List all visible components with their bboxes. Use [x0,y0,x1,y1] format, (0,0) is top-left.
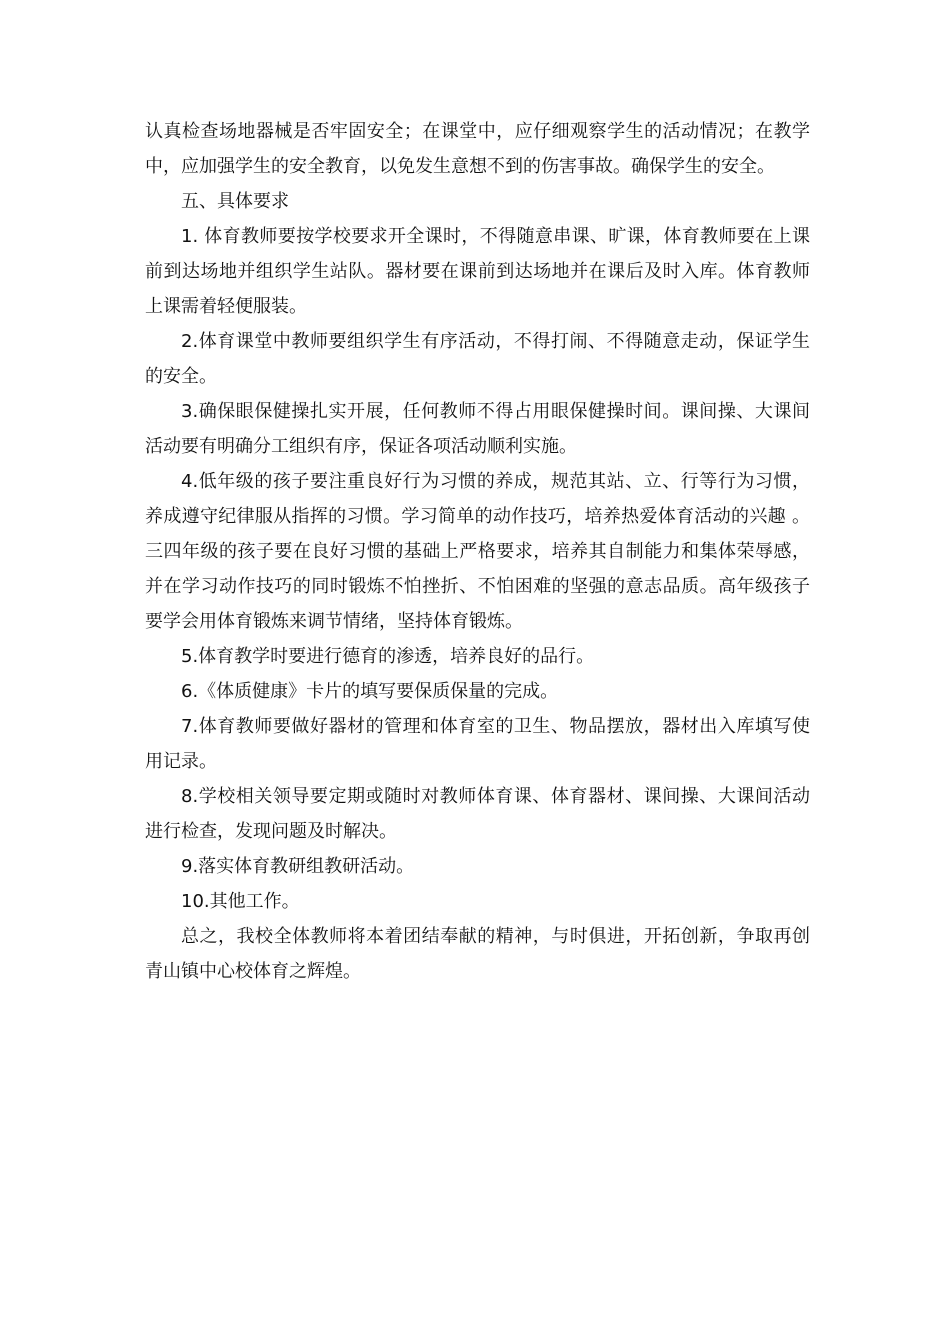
paragraph-item-9: 9.落实体育教研组教研活动。 [181,856,415,877]
paragraph-conclusion: 总之，我校全体教师将本着团结奉献的精神，与时俱进，开拓创新，争取再创青山镇中心校体育之辉煌。 [145,926,810,982]
paragraph-item-1: 1. 体育教师要按学校要求开全课时，不得随意串课、旷课，体育教师要在上课前到达场地并组织学生站队。器材要在课前到达场地并在课后及时入库。体育教师上课需着轻便服装。 [145,226,810,317]
paragraph-item-10: 10.其他工作。 [181,891,300,912]
section-heading-requirements: 五、具体要求 [181,191,289,212]
document-body [145,114,810,989]
paragraph-safety-continuation: 认真检查场地器械是否牢固安全；在课堂中，应仔细观察学生的活动情况；在教学中，应加强学生的安全教育，以免发生意想不到的伤害事故。确保学生的安全。 [145,121,810,177]
paragraph-item-5: 5.体育教学时要进行德育的渗透，培养良好的品行。 [181,646,595,667]
paragraph-item-4: 4.低年级的孩子要注重良好行为习惯的养成，规范其站、立、行等行为习惯，养成遵守纪律服从指挥的习惯。学习简单的动作技巧，培养热爱体育活动的兴趣 。三四年级的孩子要在良好习惯的基础上严格要求，培养其自制能力和集体荣辱感，并在学习动作技巧的同时锻炼不怕挫折、不怕困难的坚强的意志品质。高年级孩子要学会用体育锻炼来调节情绪，坚持体育锻炼。 [145,471,810,632]
paragraph-item-6: 6.《体质健康》卡片的填写要保质保量的完成。 [181,681,559,702]
paragraph-item-2: 2.体育课堂中教师要组织学生有序活动，不得打闹、不得随意走动，保证学生的安全。 [145,331,810,387]
paragraph-item-8: 8.学校相关领导要定期或随时对教师体育课、体育器材、课间操、大课间活动进行检查，发现问题及时解决。 [145,786,810,842]
paragraph-item-3: 3.确保眼保健操扎实开展，任何教师不得占用眼保健操时间。课间操、大课间活动要有明确分工组织有序，保证各项活动顺利实施。 [145,401,810,457]
paragraph-item-7: 7.体育教师要做好器材的管理和体育室的卫生、物品摆放，器材出入库填写使用记录。 [145,716,810,772]
